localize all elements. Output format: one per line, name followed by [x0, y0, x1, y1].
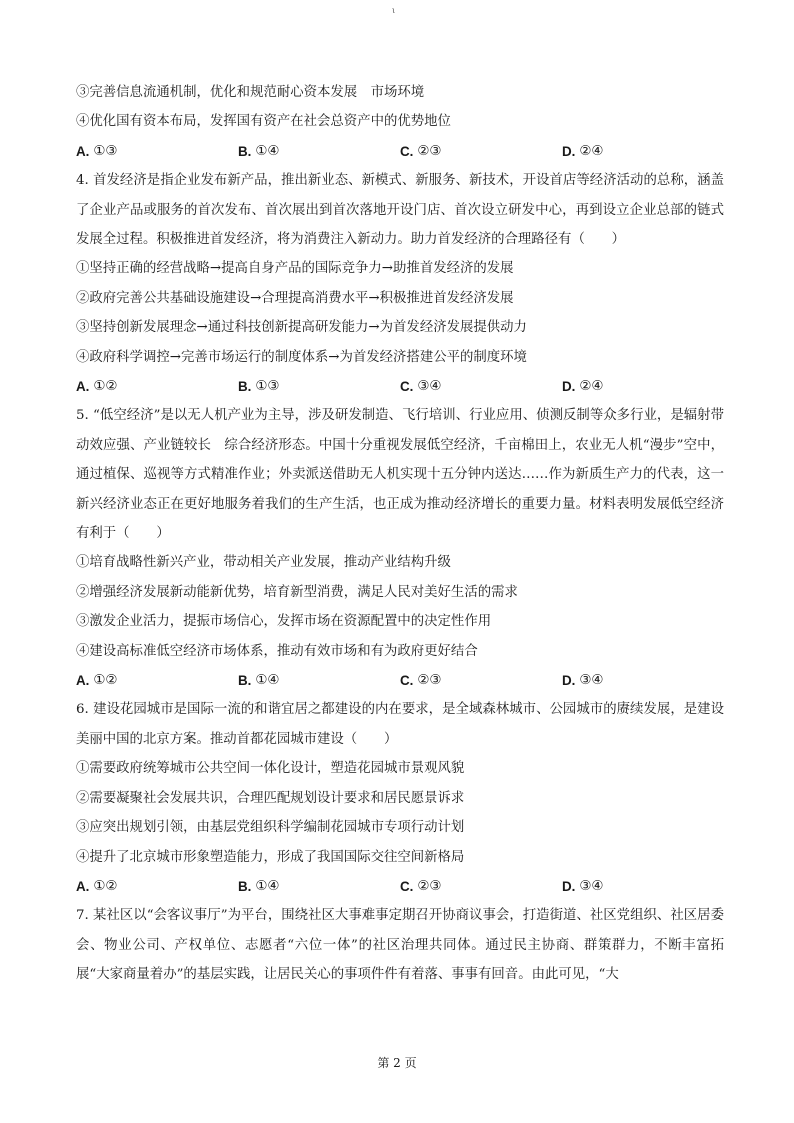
q4-option-2: ②政府完善公共基础设施建设→合理提高消费水平→积极推进首发经济发展 — [76, 290, 514, 306]
choice-letter: B. — [238, 878, 252, 894]
choice-letter: B. — [238, 143, 252, 159]
choice-letter: A. — [76, 673, 90, 689]
q6-choice-c[interactable] — [400, 872, 562, 901]
choice-letter: D. — [562, 673, 576, 689]
q5-choice-d[interactable] — [562, 666, 724, 695]
choice-letter: A. — [76, 878, 90, 894]
choice-text: ②③ — [417, 673, 442, 689]
choice-letter: D. — [562, 379, 576, 395]
q4-option-1: ①坚持正确的经营战略→提高自身产品的国际竞争力→助推首发经济的发展 — [76, 261, 514, 277]
choice-letter: D. — [562, 878, 576, 894]
choice-text: ②④ — [579, 379, 604, 395]
choice-letter: C. — [400, 673, 414, 689]
page-top-mark: ι — [392, 6, 396, 15]
q6-choice-a[interactable] — [76, 872, 238, 901]
choice-letter: C. — [400, 143, 414, 159]
q6-answer-choices — [76, 872, 724, 901]
q6-choice-b[interactable] — [238, 872, 400, 901]
q6-option-3: ③应突出规划引领，由基层党组织科学编制花园城市专项行动计划 — [76, 820, 465, 836]
choice-text: ①③ — [93, 143, 118, 159]
q3-choice-b[interactable] — [238, 137, 400, 166]
choice-letter: C. — [400, 379, 414, 395]
choice-letter: D. — [562, 143, 576, 159]
choice-text: ②④ — [579, 143, 604, 159]
choice-text: ③④ — [417, 379, 442, 395]
choice-text: ①② — [93, 673, 118, 689]
choice-text: ①④ — [255, 143, 280, 159]
q6-option-2: ②需要凝聚社会发展共识，合理匹配规划设计要求和居民愿景诉求 — [76, 790, 465, 806]
choice-text: ②③ — [417, 878, 442, 894]
q4-choice-d[interactable] — [562, 372, 724, 401]
choice-text: ②③ — [417, 143, 442, 159]
q5-option-1: ①培育战略性新兴产业，带动相关产业发展，推动产业结构升级 — [76, 555, 451, 571]
q4-option-3: ③坚持创新发展理念→通过科技创新提高研发能力→为首发经济发展提供动力 — [76, 320, 527, 336]
q6-choice-d[interactable] — [562, 872, 724, 901]
q7-stem: 7. 某社区以“会客议事厅”为平台，围绕社区大事难事定期召开协商议事会，打造街道、社区党组织、社区居委会、物业公司、产权单位、志愿者“六位一体”的社区治理共同体。通过民主协商、群策群力，不断丰富拓展“大家商量着办”的基层实践，让居民关心的事项件件有着落、事事有回音。由此可见，“大 — [76, 908, 724, 983]
q6-option-4: ④提升了北京城市形象塑造能力，形成了我国国际交往空间新格局 — [76, 849, 465, 865]
q3-choice-c[interactable] — [400, 137, 562, 166]
choice-letter: A. — [76, 143, 90, 159]
q5-choice-a[interactable] — [76, 666, 238, 695]
q4-choice-b[interactable] — [238, 372, 400, 401]
q6-option-1: ①需要政府统筹城市公共空间一体化设计，塑造花园城市景观风貌 — [76, 761, 465, 777]
choice-text: ①② — [93, 878, 118, 894]
q5-choice-c[interactable] — [400, 666, 562, 695]
q4-choice-a[interactable] — [76, 372, 238, 401]
choice-text: ③④ — [579, 673, 604, 689]
q4-option-4: ④政府科学调控→完善市场运行的制度体系→为首发经济搭建公平的制度环境 — [76, 349, 527, 365]
q6-stem: 6. 建设花园城市是国际一流的和谐宜居之都建设的内在要求，是全域森林城市、公园城市的赓续发展，是建设美丽中国的北京方案。推动首都花园城市建设（ ） — [76, 702, 724, 747]
q3-answer-choices — [76, 137, 724, 166]
q5-option-3: ③激发企业活力，提振市场信心，发挥市场在资源配置中的决定性作用 — [76, 614, 492, 630]
choice-letter: A. — [76, 379, 90, 395]
q3-option-3: ③完善信息流通机制，优化和规范耐心资本发展 市场环境 — [76, 85, 425, 100]
page-number: 第 2 页 — [377, 1056, 417, 1070]
q3-choice-a[interactable] — [76, 137, 238, 166]
choice-letter: B. — [238, 379, 252, 395]
q5-option-2: ②增强经济发展新动能新优势，培育新型消费，满足人民对美好生活的需求 — [76, 584, 518, 600]
q5-answer-choices — [76, 666, 724, 695]
choice-text: ①④ — [255, 673, 280, 689]
q5-choice-b[interactable] — [238, 666, 400, 695]
q4-choice-c[interactable] — [400, 372, 562, 401]
choice-text: ①③ — [255, 379, 280, 395]
choice-letter: B. — [238, 673, 252, 689]
exam-content — [76, 78, 724, 990]
choice-text: ③④ — [579, 878, 604, 894]
choice-text: ①② — [93, 379, 118, 395]
choice-text: ①④ — [255, 878, 280, 894]
q5-stem: 5. “低空经济”是以无人机产业为主导，涉及研发制造、飞行培训、行业应用、侦测反制等众多行业，是辐射带动效应强、产业链较长 综合经济形态。中国十分重视发展低空经济，千亩棉田上，农业无人机“漫步”空中，通过植保、巡视等方式精准作业；外卖派送借助无人机实现十五分钟内送达……作为新质生产力的代表，这一新兴经济业态正在更好地服务着我们的生产生活，也正成为推动经济增长的重要力量。材料表明发展低空经济有利于（ ） — [76, 408, 724, 542]
q4-answer-choices — [76, 372, 724, 401]
q4-stem: 4. 首发经济是指企业发布新产品，推出新业态、新模式、新服务、新技术，开设首店等经济活动的总称，涵盖了企业产品或服务的首次发布、首次展出到首次落地开设门店、首次设立研发中心，再到设立企业总部的链式发展全过程。积极推进首发经济，将为消费注入新动力。助力首发经济的合理路径有（ ） — [76, 173, 724, 248]
choice-letter: C. — [400, 878, 414, 894]
q3-choice-d[interactable] — [562, 137, 724, 166]
q5-option-4: ④建设高标准低空经济市场体系，推动有效市场和有为政府更好结合 — [76, 643, 478, 659]
q3-option-4: ④优化国有资本布局，发挥国有资产在社会总资产中的优势地位 — [76, 114, 451, 130]
